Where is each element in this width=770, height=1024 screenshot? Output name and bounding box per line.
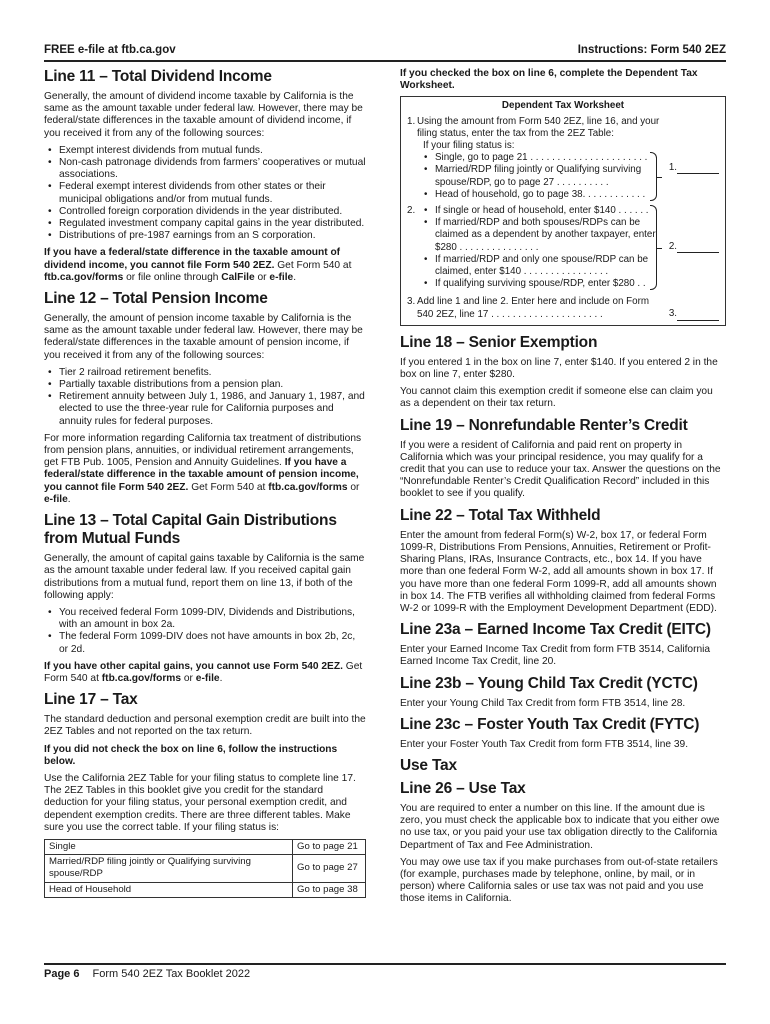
worksheet-line-1[interactable] — [669, 162, 719, 174]
line22-p1: Enter the amount from federal Form(s) W-2, box 17, or federal Form 1099-R, Distributions From Pensions, Annuities, Retirement or Profit-Sharing Plans, IRAs, Insurance Contracts, etc., box 14. If you have more than one federal Form W-2, add all amounts shown in box 17. If you have more than one federal Form 1099-R, add all amounts shown in box 14. The FTB verifies all withholding claimed from federal Forms W-2 or 1099-R with the Employment Development Department (EDD). — [400, 529, 717, 614]
header-rule — [44, 60, 726, 62]
line11-note-text: or — [257, 271, 267, 283]
worksheet-item-1-text: Using the amount from Form 540 2EZ, line 16, and your filing status, enter the tax from the 2EZ Table: — [417, 115, 660, 139]
line11-note — [44, 247, 366, 284]
line12-more-text: . — [67, 493, 71, 505]
brace-icon — [650, 205, 657, 290]
header-efile-text: FREE e-file at ftb.ca.gov — [44, 44, 176, 56]
worksheet-item-2-group — [423, 205, 719, 290]
line12-more-text: or — [350, 481, 360, 493]
table-row — [45, 882, 366, 897]
line17-heading: Line 17 – Tax — [44, 691, 138, 709]
line11-bullets — [44, 145, 366, 243]
page-footer — [44, 963, 726, 980]
worksheet-item-1-bullets — [423, 152, 660, 201]
line19-p1: If you were a resident of California and paid rent on property in California which was your principal residence, you may qualify for a credit that you can use to reduce your tax. Answer the questions on the “Nonrefundable Renter’s Credit Qualification Record” included in this booklet to see if you qualify. — [400, 439, 721, 500]
worksheet-item-number: 3. — [407, 296, 416, 308]
booklet-title: Form 540 2EZ Tax Booklet 2022 — [92, 968, 251, 980]
table-cell-page: Go to page 21 — [293, 839, 366, 854]
list-item: • Non-cash patronage dividends from farmers’ cooperatives or mutual associations. — [59, 157, 366, 181]
filing-status-table — [44, 839, 366, 898]
section-use-tax — [400, 757, 726, 906]
line13-heading: Line 13 – Total Capital Gain Distributions from Mutual Funds — [44, 512, 337, 548]
list-item: • If single or head of household, enter $140 . . . . . . — [435, 205, 660, 217]
section-line13 — [44, 512, 366, 685]
header-instructions-title: Instructions: Form 540 2EZ — [577, 44, 726, 56]
line23a-heading: Line 23a – Earned Income Tax Credit (EITC) — [400, 621, 711, 639]
line26-p1: You are required to enter a number on this line. If the amount due is zero, you must check the applicable box to indicate that you either owe no use tax, or you paid your use tax obligation directly to the California Department of Tax and Fee Administration. — [400, 802, 720, 851]
line26-p2: You may owe use tax if you make purchases from out-of-state retailers (for example, purchases made by telephone, online, by mail, or in person) where California sales or use tax was not paid and you use those items in California. — [400, 856, 718, 905]
entry-line[interactable] — [677, 310, 719, 321]
dependent-tax-worksheet — [400, 96, 726, 325]
line13-note-text: . — [219, 672, 223, 684]
list-item: • The federal Form 1099-DIV does not have amounts in box 2b, 2c, or 2d. — [59, 631, 366, 655]
list-item: • Controlled foreign corporation dividends in the year distributed. — [59, 206, 366, 218]
line23c-heading: Line 23c – Foster Youth Tax Credit (FYTC) — [400, 715, 700, 733]
calfile-link[interactable]: CalFile — [221, 271, 255, 283]
line17-p1: The standard deduction and personal exemption credit are built into the 2EZ Tables and not reported on the tax return. — [44, 714, 366, 738]
section-line17 — [44, 691, 366, 898]
line18-p2: You cannot claim this exemption credit if someone else can claim you as a dependent on their tax return. — [400, 386, 713, 410]
line13-intro: Generally, the amount of capital gains taxable by California is the same as the amount taxable under federal law. If you received capital gain distributions from a mutual fund, report them on line 13, if both of the following apply: — [44, 553, 365, 601]
worksheet-item-1-group — [423, 140, 719, 201]
right-column — [400, 68, 726, 912]
section-line19 — [400, 417, 726, 501]
table-row — [45, 839, 366, 854]
line26-heading: Line 26 – Use Tax — [400, 779, 526, 797]
line11-intro: Generally, the amount of dividend income taxable by California is the same as the amount taxable under federal law. However, there may be federal/state differences in the taxable amount of dividend income, if you received it from any of the following sources: — [44, 91, 363, 139]
section-line23a — [400, 621, 726, 668]
line13-note-bold: If you have other capital gains, you cannot use Form 540 2EZ. — [44, 660, 343, 672]
entry-line[interactable] — [677, 242, 719, 253]
table-cell-page: Go to page 38 — [293, 882, 366, 897]
worksheet-intro: If you checked the box on line 6, complete the Dependent Tax Worksheet. — [400, 68, 698, 92]
efile-link[interactable]: e-file — [269, 271, 294, 283]
worksheet-item-1 — [407, 116, 719, 201]
line12-more-bold: If you have a federal/state difference in the taxable amount of pension income, you cannot file Form 540 2EZ. — [44, 457, 359, 493]
line13-note-text: Get Form 540 at — [44, 660, 363, 684]
worksheet-item-3-text: Add line 1 and line 2. Enter here and include on Form 540 2EZ, line 17 . . . . . . . . . . . . . . . . . . . . . — [417, 296, 650, 320]
section-line22 — [400, 507, 726, 615]
worksheet-line-number: 3. — [668, 308, 677, 320]
line23b-heading: Line 23b – Young Child Tax Credit (YCTC) — [400, 674, 698, 692]
worksheet-line-2[interactable] — [669, 241, 719, 253]
line19-heading: Line 19 – Nonrefundable Renter’s Credit — [400, 416, 688, 434]
line13-note — [44, 661, 366, 685]
list-item: • Distributions of pre-1987 earnings from an S corporation. — [59, 230, 366, 242]
line12-more-text: Get Form 540 at — [191, 481, 266, 493]
worksheet-line-number: 2. — [668, 241, 677, 253]
list-item: • You received federal Form 1099-DIV, Dividends and Distributions, with an amount in box 2a. — [59, 607, 366, 631]
left-column — [44, 68, 366, 904]
list-item: • If married/RDP and only one spouse/RDP can be claimed, enter $140 . . . . . . . . . . . . . . . . — [435, 254, 660, 278]
section-line12 — [44, 290, 366, 506]
line12-more-text: For more information regarding California tax treatment of distributions from pension plans, annuities, or individual retirement arrangements, get FTB Pub. 1005, Pension and Annuity Guidelines. — [44, 432, 362, 469]
line12-more — [44, 433, 366, 506]
line11-note-text: Get Form 540 at — [277, 259, 352, 271]
worksheet-item-3 — [407, 296, 719, 320]
list-item: • Exempt interest dividends from mutual funds. — [59, 145, 366, 157]
worksheet-item-number: 2. — [407, 205, 416, 217]
line17-p2: If you did not check the box on line 6, follow the instructions below. — [44, 743, 338, 767]
line11-note-text: or file online through — [126, 271, 219, 283]
use-tax-heading: Use Tax — [400, 756, 457, 774]
line23c-p1: Enter your Foster Youth Tax Credit from form FTB 3514, line 39. — [400, 738, 689, 750]
section-line11 — [44, 68, 366, 284]
worksheet-line-3[interactable] — [669, 308, 719, 320]
section-line23b — [400, 675, 726, 710]
list-item: • Single, go to page 21 . . . . . . . . . . . . . . . . . . . . . . — [435, 152, 660, 164]
line13-note-text: or — [183, 672, 193, 684]
entry-line[interactable] — [677, 163, 719, 174]
line11-note-text: . — [293, 271, 297, 283]
table-row — [45, 855, 366, 882]
table-cell-status: Single — [45, 839, 293, 854]
line12-intro: Generally, the amount of pension income taxable by California is the same as the amount taxable under federal law. However, there may be federal/state differences in the taxable amount of pension income, if you received it from any of the following sources: — [44, 313, 363, 361]
worksheet-item-2 — [407, 205, 719, 290]
table-cell-page: Go to page 27 — [293, 855, 366, 882]
list-item: • Retirement annuity between July 1, 1986, and January 1, 1987, and elected to use the three-year rule for California purposes and annuity rules for federal purposes. — [59, 391, 366, 428]
list-item: • Married/RDP filing jointly or Qualifying surviving spouse/RDP, go to page 27 . . . . . . . . . . — [435, 164, 660, 188]
worksheet-title: Dependent Tax Worksheet — [501, 100, 625, 112]
line12-heading: Line 12 – Total Pension Income — [44, 290, 268, 308]
line18-heading: Line 18 – Senior Exemption — [400, 333, 598, 351]
list-item: • If married/RDP and both spouses/RDPs can be claimed as a dependent by another taxpayer, enter $280 . . . . . . . . . . . . . . . — [435, 217, 660, 254]
worksheet-item-number: 1. — [407, 115, 416, 127]
list-item: • Head of household, go to page 38. . . . . . . . . . . . — [435, 189, 660, 201]
efile-link[interactable]: e-file — [44, 493, 68, 505]
forms-link[interactable]: ftb.ca.gov/forms — [268, 481, 348, 493]
forms-link[interactable]: ftb.ca.gov/forms — [44, 271, 124, 283]
list-item: • If qualifying surviving spouse/RDP, enter $280 . . — [435, 278, 660, 290]
worksheet-line-number: 1. — [668, 162, 677, 174]
table-cell-status: Married/RDP filing jointly or Qualifying surviving spouse/RDP — [45, 855, 293, 882]
line23b-p1: Enter your Young Child Tax Credit from form FTB 3514, line 28. — [400, 697, 686, 709]
table-cell-status: Head of Household — [45, 882, 293, 897]
forms-link[interactable]: ftb.ca.gov/forms — [101, 672, 182, 684]
section-line23c — [400, 716, 726, 751]
line23a-p1: Enter your Earned Income Tax Credit from form FTB 3514, California Earned Income Tax Credit, line 20. — [400, 644, 711, 668]
list-item: • Partially taxable distributions from a pension plan. — [59, 379, 366, 391]
line22-heading: Line 22 – Total Tax Withheld — [400, 506, 601, 524]
brace-icon — [650, 152, 657, 201]
line13-bullets — [44, 607, 366, 656]
list-item: • Federal exempt interest dividends from other states or their municipal obligations and/or from mutual funds. — [59, 181, 366, 205]
list-item: • Tier 2 railroad retirement benefits. — [59, 367, 366, 379]
efile-link[interactable]: e-file — [195, 672, 220, 684]
list-item: • Regulated investment company capital gains in the year distributed. — [59, 218, 366, 230]
line18-p1: If you entered 1 in the box on line 7, enter $140. If you entered 2 in the box on line 7, enter $280. — [400, 356, 718, 381]
section-line18 — [400, 334, 726, 411]
page-header — [44, 44, 726, 60]
line11-heading: Line 11 – Total Dividend Income — [44, 68, 272, 85]
worksheet-item-1-body — [417, 116, 719, 201]
line11-note-bold: If you have a federal/state difference in the taxable amount of dividend income, you cannot file Form 540 2EZ. — [44, 247, 341, 271]
page-number: Page 6 — [44, 968, 80, 980]
line17-p3: Use the California 2EZ Table for your filing status to complete line 17. The 2EZ Tables in this booklet give you credit for the standard deduction for your filing status, your personal exemption credit, and dependent exemption credits. There are three different tables. Make sure you use the correct table. If your filing status is: — [44, 772, 356, 833]
worksheet-item-2-bullets — [423, 205, 660, 290]
line12-bullets — [44, 367, 366, 428]
worksheet-item-1-sub: If your filing status is: — [423, 140, 515, 152]
